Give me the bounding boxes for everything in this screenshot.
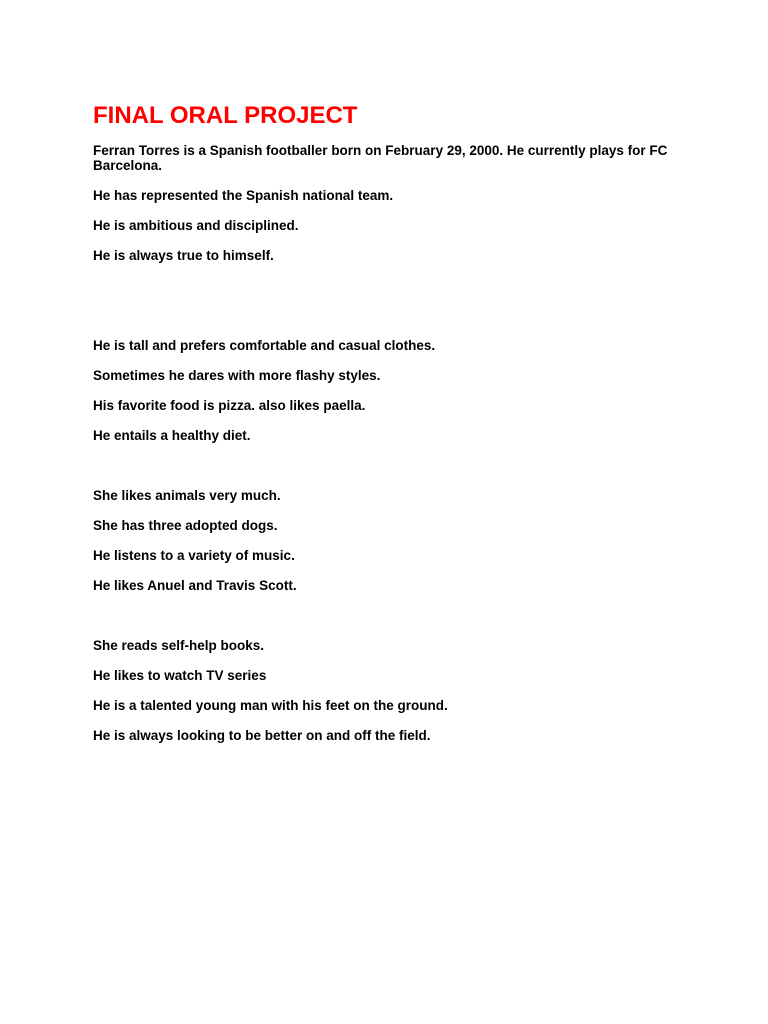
paragraph: She reads self-help books. bbox=[93, 638, 265, 653]
paragraph: Sometimes he dares with more flashy styles. bbox=[93, 368, 381, 383]
document-page bbox=[93, 100, 693, 743]
paragraph: His favorite food is pizza. also likes paella. bbox=[93, 398, 366, 413]
paragraph: He is ambitious and disciplined. bbox=[93, 218, 299, 233]
paragraph: He likes Anuel and Travis Scott. bbox=[93, 578, 297, 593]
paragraph-intro: Ferran Torres is a Spanish footballer born on February 29, 2000. He currently plays for FC Barcelona. bbox=[93, 143, 668, 173]
paragraph: He likes to watch TV series bbox=[93, 668, 267, 683]
paragraph: He is a talented young man with his feet on the ground. bbox=[93, 698, 448, 713]
paragraph: He entails a healthy diet. bbox=[93, 428, 251, 443]
paragraph: He has represented the Spanish national team. bbox=[93, 188, 394, 203]
paragraph: He is always true to himself. bbox=[93, 248, 274, 263]
document-title: FINAL ORAL PROJECT bbox=[93, 102, 358, 129]
paragraph: She has three adopted dogs. bbox=[93, 518, 278, 533]
paragraph: He is tall and prefers comfortable and casual clothes. bbox=[93, 338, 436, 353]
paragraph: He listens to a variety of music. bbox=[93, 548, 295, 563]
paragraph: He is always looking to be better on and off the field. bbox=[93, 728, 431, 743]
paragraph: She likes animals very much. bbox=[93, 488, 281, 503]
